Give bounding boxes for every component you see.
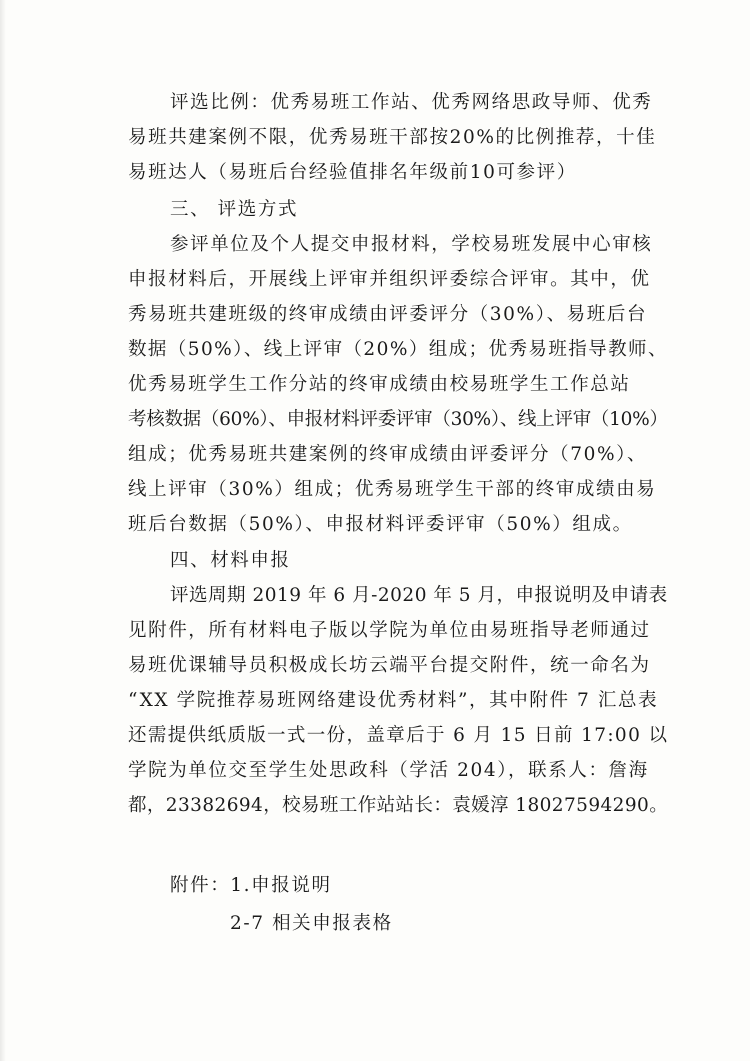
paragraph-line: 优秀易班学生工作分站的终审成绩由校易班学生工作总站 xyxy=(128,374,631,395)
paragraph-line: 都，23382694，校易班工作站站长：袁媛淳 18027594290。 xyxy=(128,795,669,816)
paragraph-line: 学院为单位交至学生处思政科（学活 204），联系人：詹海 xyxy=(128,760,649,781)
section-heading: 三、 评选方式 xyxy=(170,199,299,220)
paragraph-line: 还需提供纸质版一式一份，盖章后于 6 月 15 日前 17:00 以 xyxy=(128,725,669,746)
paragraph-line: 数据（50%）、线上评审（20%）组成；优秀易班指导教师、 xyxy=(128,339,668,360)
paragraph-line: 秀易班共建班级的终审成绩由评委评分（30%）、易班后台 xyxy=(128,304,648,325)
attachments-item: 2-7 相关申报表格 xyxy=(230,913,393,934)
paragraph-line: 班后台数据（50%）、申报材料评委评审（50%）组成。 xyxy=(128,514,633,535)
paragraph-line: 线上评审（30%）组成；优秀易班学生干部的终审成绩由易 xyxy=(128,479,657,500)
paragraph-line: 评选周期 2019 年 6 月-2020 年 5 月，申报说明及申请表 xyxy=(170,585,668,606)
paragraph-line: “XX 学院推荐易班网络建设优秀材料”，其中附件 7 汇总表 xyxy=(128,690,659,711)
paragraph-line: 易班优课辅导员积极成长坊云端平台提交附件，统一命名为 xyxy=(128,655,651,676)
section-heading: 四、材料申报 xyxy=(170,550,291,571)
paragraph-line: 参评单位及个人提交申报材料，学校易班发展中心审核 xyxy=(170,234,653,255)
paragraph-line: 易班共建案例不限，优秀易班干部按20%的比例推荐，十佳 xyxy=(128,127,657,148)
paragraph-line: 组成；优秀易班共建案例的终审成绩由评委评分（70%）、 xyxy=(128,444,648,465)
paragraph-line: 考核数据（60%）、申报材料评委评审（30%）、线上评审（10%） xyxy=(128,409,668,430)
scan-edge-left xyxy=(0,0,6,1061)
paragraph-line: 申报材料后，开展线上评审并组织评委综合评审。其中，优 xyxy=(128,269,651,290)
paragraph-line: 见附件，所有材料电子版以学院为单位由易班指导老师通过 xyxy=(128,620,651,641)
attachments-label: 附件：1.申报说明 xyxy=(170,875,332,896)
paragraph-line: 易班达人（易班后台经验值排名年级前10可参评） xyxy=(128,162,577,183)
paragraph-line: 评选比例：优秀易班工作站、优秀网络思政导师、优秀 xyxy=(170,92,653,113)
